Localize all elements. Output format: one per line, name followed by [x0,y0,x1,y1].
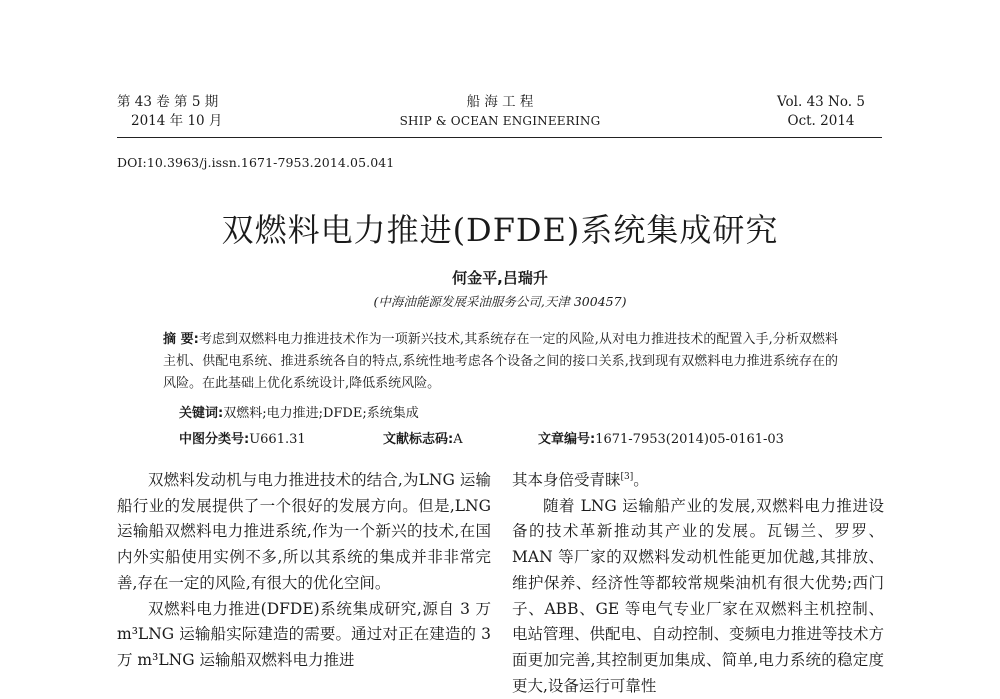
article-number [538,428,784,447]
body-paragraph: 随着 LNG 运输船产业的发展,双燃料电力推进设备的技术革新推动其产业的发展。瓦锡兰、罗罗、MAN 等厂家的双燃料发动机性能更加优越,其排放、维护保养、经济性等都较常规柴油机有很大优势;西门子、ABB、GE 等电气专业厂家在双燃料主机控制、电站管理、供配电、自动控制、变频电力推进等技术方面更加完善,其控制更加集成、简单,电力系统的稳定度更大,设备运行可靠性 [512,496,885,695]
document-code [383,428,463,447]
document-code-value: A [453,432,463,447]
abstract-label: 摘 要: [163,332,199,347]
clc-label: 中图分类号: [179,432,250,447]
body-text: 。 [633,471,649,489]
body-paragraph: 双燃料电力推进(DFDE)系统集成研究,源自 3 万 m³LNG 运输船实际建造的需要。通过对正在建造的 3 万 m³LNG 运输船双燃料电力推进 [117,599,491,669]
journal-volume-issue [117,93,222,131]
body-column-left [117,468,491,674]
body-column-right [512,468,884,699]
volume-issue-line: 第 43 卷 第 5 期 [117,94,219,110]
author-list: 何金平,吕瑞升 [452,269,548,287]
issue-date-en: Oct. 2014 [787,113,855,129]
journal-volume-issue-en [760,93,882,131]
volume-number-en: Vol. 43 No. 5 [777,94,865,110]
abstract-text: 考虑到双燃料电力推进技术作为一项新兴技术,其系统存在一定的风险,从对电力推进技术的配置入手,分析双燃料主机、供配电系统、推进系统各自的特点,系统性地考虑各个设备之间的接口关系,找到现有双燃料电力推进系统存在的风险。在此基础上优化系统设计,降低系统风险。 [163,332,838,391]
body-text: 其本身倍受青睐 [512,471,621,489]
article-number-value: 1671-7953(2014)05-0161-03 [595,432,784,447]
abstract [163,329,838,395]
journal-name-en: SHIP & OCEAN ENGINEERING [399,114,601,128]
journal-name [395,93,605,131]
paper-title: 双燃料电力推进(DFDE)系统集成研究 [221,211,779,249]
body-paragraph: 双燃料发动机与电力推进技术的结合,为LNG 运输船行业的发展提供了一个很好的发展方向。但是,LNG 运输船双燃料电力推进系统,作为一个新兴的技术,在国内外实船使用实例不多,所以其系统的集成并非非常完善,存在一定的风险,有很大的优化空间。 [117,471,491,592]
citation-ref[interactable]: [3] [620,471,634,482]
doi-line: DOI:10.3963/j.issn.1671-7953.2014.05.041 [117,155,395,170]
article-number-label: 文章编号: [538,432,596,447]
header-rule [117,137,882,138]
author-affiliation: (中海油能源发展采油服务公司,天津 300457) [373,294,627,309]
clc-value: U661.31 [249,432,306,447]
issue-date-line: 2014 年 10 月 [131,113,223,129]
journal-name-cn: 船 海 工 程 [466,94,534,110]
clc-number [179,428,306,447]
body-paragraph-continued [512,468,884,494]
keywords-text: 双燃料;电力推进;DFDE;系统集成 [223,406,419,421]
document-code-label: 文献标志码: [383,432,454,447]
keywords [179,402,419,421]
keywords-label: 关键词: [179,406,224,421]
